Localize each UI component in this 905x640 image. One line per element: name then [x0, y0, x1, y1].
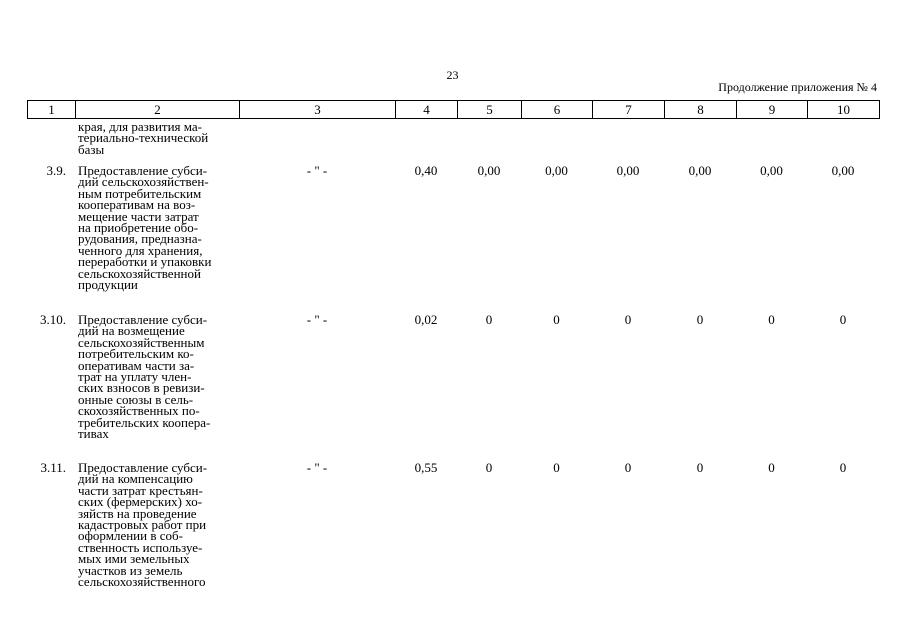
- row-value-col-6: 0,00: [545, 163, 568, 178]
- header-col-8: 8: [665, 101, 737, 119]
- row-unit: - " -: [306, 460, 328, 475]
- header-col-4: 4: [396, 101, 458, 119]
- row-value-col-6: 0: [553, 312, 560, 327]
- row-value-col-8: 0,00: [688, 163, 712, 178]
- header-col-6: 6: [522, 101, 593, 119]
- row-number: 3.11.: [40, 460, 66, 475]
- row-description: Предоставление субси- дий на возмещение сельскохозяйственным потребительским ко- оперативам части за- трат на уплату член- ских взносов в ревизи- онные союзы в сель- скохозяйственных по- требительских коопера- тивах: [78, 312, 211, 442]
- column-number-header: [27, 100, 880, 119]
- row-unit: - " -: [306, 163, 328, 178]
- header-col-5: 5: [458, 101, 522, 119]
- row-value-col-10: 0,00: [831, 163, 855, 178]
- row-number: 3.9.: [46, 163, 66, 178]
- row-value-col-7: 0: [624, 460, 632, 475]
- row-value-col-4: 0,55: [414, 460, 438, 475]
- row-value-col-5: 0: [485, 460, 493, 475]
- row-value-col-4: 0,40: [414, 163, 438, 178]
- continuation-label: Продолжение приложения № 4: [718, 80, 877, 94]
- row-value-col-5: 0,00: [477, 163, 501, 178]
- row-description: Предоставление субси- дий сельскохозяйствен- ным потребительским кооперативам на воз- мещение части затрат на приобретение обо- рудования, предназна- ченного для хранения, переработки и упаковки сельскохозяйственной продукции: [78, 163, 212, 293]
- row-unit: - " -: [306, 312, 328, 327]
- row-description: края, для развития ма- териально-технической базы: [78, 119, 209, 157]
- row-value-col-6: 0: [553, 460, 560, 475]
- page-number: 23: [446, 68, 459, 82]
- header-col-2: 2: [76, 101, 240, 119]
- row-value-col-7: 0: [624, 312, 632, 327]
- row-value-col-8: 0: [696, 312, 704, 327]
- row-value-col-9: 0,00: [760, 163, 783, 178]
- row-value-col-10: 0: [839, 460, 847, 475]
- header-col-9: 9: [737, 101, 808, 119]
- row-value-col-10: 0: [839, 312, 847, 327]
- row-value-col-4: 0,02: [414, 312, 438, 327]
- header-col-3: 3: [240, 101, 396, 119]
- row-number: 3.10.: [40, 312, 66, 327]
- row-value-col-9: 0: [768, 312, 775, 327]
- row-value-col-5: 0: [485, 312, 493, 327]
- header-col-7: 7: [593, 101, 665, 119]
- row-value-col-9: 0: [768, 460, 775, 475]
- header-col-10: 10: [808, 101, 880, 119]
- row-description: Предоставление субси- дий на компенсацию части затрат крестьян- ских (фермерских) хо- зяйств на проведение кадастровых работ при оформлении в соб- ственность используе- мых ими земельных участков из земель сельскохозяйственного: [78, 460, 208, 590]
- header-col-1: 1: [28, 101, 76, 119]
- row-value-col-8: 0: [696, 460, 704, 475]
- row-value-col-7: 0,00: [616, 163, 640, 178]
